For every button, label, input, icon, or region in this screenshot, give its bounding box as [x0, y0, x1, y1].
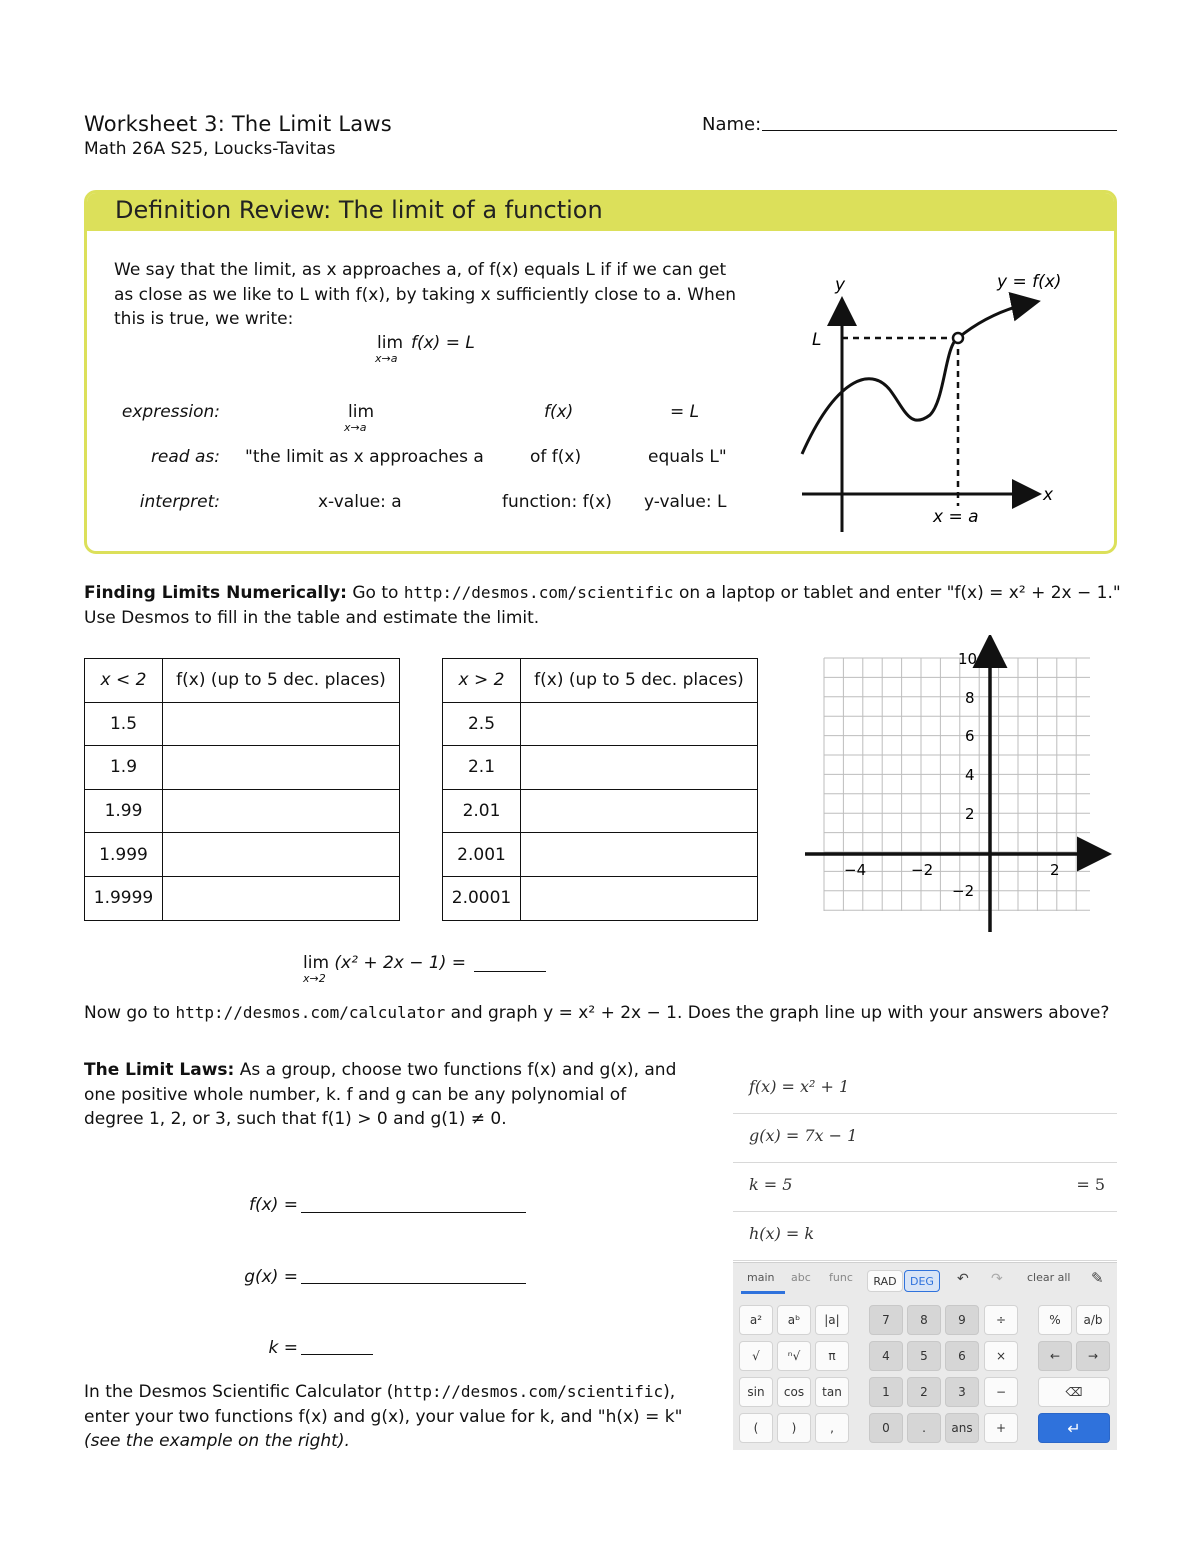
- expression-row[interactable]: [733, 1114, 1117, 1163]
- read-as-part-2: of f(x): [530, 447, 582, 467]
- keypad-key[interactable]: 4: [869, 1341, 903, 1371]
- deg-button[interactable]: DEG: [904, 1270, 940, 1292]
- expression-lim-sub: x→a: [344, 421, 367, 434]
- g-label: g(x) =: [244, 1267, 298, 1287]
- table-row: [85, 702, 400, 746]
- expression-text: h(x) = k: [749, 1224, 815, 1243]
- name-label: Name:: [702, 114, 762, 135]
- keypad-key[interactable]: ←: [1038, 1341, 1072, 1371]
- keypad-key[interactable]: 9: [945, 1305, 979, 1335]
- keypad-key[interactable]: →: [1076, 1341, 1110, 1371]
- expression-lim: lim: [348, 402, 375, 422]
- x-value-cell: 2.01: [443, 789, 521, 833]
- fx-answer-cell[interactable]: [163, 702, 400, 746]
- desmos-scientific-link[interactable]: http://desmos.com/scientific: [403, 583, 674, 602]
- fx-answer-cell[interactable]: [521, 702, 758, 746]
- keypad: [733, 1262, 1117, 1450]
- fx-answer-cell[interactable]: [163, 789, 400, 833]
- k-label: k =: [268, 1338, 298, 1358]
- rad-button[interactable]: RAD: [867, 1270, 903, 1292]
- keypad-key[interactable]: ,: [815, 1413, 849, 1443]
- numerical-line-2: Use Desmos to fill in the table and estimate the limit.: [84, 607, 540, 628]
- interpret-y-value: y-value: L: [644, 492, 727, 512]
- fx-answer-cell[interactable]: [163, 876, 400, 920]
- keypad-key[interactable]: 2: [907, 1377, 941, 1407]
- k-answer-field[interactable]: [301, 1354, 373, 1355]
- keypad-key[interactable]: 5: [907, 1341, 941, 1371]
- f-answer-field[interactable]: [301, 1212, 526, 1213]
- expression-row[interactable]: [733, 1065, 1117, 1114]
- settings-wrench-icon[interactable]: ✎: [1091, 1269, 1104, 1287]
- worksheet-title: Worksheet 3: The Limit Laws: [84, 112, 392, 136]
- expression-text: k = 5: [749, 1175, 793, 1194]
- fx-answer-cell[interactable]: [163, 833, 400, 877]
- limit-estimate-lim: lim: [303, 953, 330, 973]
- x-value-cell: 2.5: [443, 702, 521, 746]
- x-value-cell: 1.9: [85, 746, 163, 790]
- table-row: [443, 702, 758, 746]
- table-row: [443, 746, 758, 790]
- keypad-key[interactable]: cos: [777, 1377, 811, 1407]
- graph-L-label: L: [812, 330, 822, 350]
- limit-estimate-expression: [303, 953, 466, 973]
- grid-x-tick-label: 2: [1050, 861, 1060, 879]
- table-row: [85, 833, 400, 877]
- tab-abc[interactable]: abc: [791, 1271, 811, 1284]
- definition-box-header: [87, 193, 1114, 231]
- clear-all-button[interactable]: clear all: [1027, 1271, 1071, 1284]
- keypad-key[interactable]: %: [1038, 1305, 1072, 1335]
- table-row: [443, 833, 758, 877]
- expression-result: = 5: [1076, 1175, 1105, 1194]
- graph-xa-label: x = a: [933, 507, 979, 527]
- keypad-key[interactable]: 6: [945, 1341, 979, 1371]
- interpret-x-value: x-value: a: [318, 492, 402, 512]
- display-lim-sub: x→a: [375, 352, 398, 365]
- table-row: [443, 789, 758, 833]
- keypad-key[interactable]: a²: [739, 1305, 773, 1335]
- coordinate-grid[interactable]: [800, 635, 1115, 935]
- table-row: [85, 746, 400, 790]
- row-label-interpret: interpret:: [139, 492, 220, 512]
- desmos-calculator-link[interactable]: http://desmos.com/calculator: [175, 1003, 446, 1022]
- graph-instructions: [84, 1003, 1124, 1023]
- limit-laws-lead: The Limit Laws:: [84, 1060, 235, 1080]
- expression-row[interactable]: [733, 1212, 1117, 1261]
- keypad-key[interactable]: 3: [945, 1377, 979, 1407]
- keypad-key[interactable]: .: [907, 1413, 941, 1443]
- x-value-cell: 1.9999: [85, 876, 163, 920]
- keypad-key[interactable]: ÷: [984, 1305, 1018, 1335]
- tab-main[interactable]: main: [747, 1271, 775, 1284]
- read-as-part-1: "the limit as x approaches a: [245, 447, 484, 467]
- keypad-key[interactable]: 1: [869, 1377, 903, 1407]
- definition-box-title: Definition Review: The limit of a function: [115, 196, 603, 224]
- desmos-text-2: ),: [663, 1382, 676, 1402]
- expression-text: f(x) = x² + 1: [749, 1077, 850, 1096]
- grid-y-tick-label: 10: [958, 650, 978, 668]
- numerical-lead: Finding Limits Numerically:: [84, 583, 347, 603]
- keypad-key[interactable]: −: [984, 1377, 1018, 1407]
- limit-laws-text: As a group, choose two functions f(x) and g(x), and one positive whole number, k. f and g can be any polynomial of degree 1, 2, or 3, such that f(1) > 0 and g(1) ≠ 0.: [84, 1060, 677, 1129]
- interpret-function: function: f(x): [502, 492, 612, 512]
- keypad-key[interactable]: a/b: [1076, 1305, 1110, 1335]
- keypad-key[interactable]: ): [777, 1413, 811, 1443]
- x-value-cell: 1.5: [85, 702, 163, 746]
- display-lim: lim: [377, 333, 404, 353]
- graph-y-label: y: [835, 275, 846, 295]
- keypad-key[interactable]: sin: [739, 1377, 773, 1407]
- grid-y-tick-label: −2: [952, 882, 975, 900]
- g-answer-field[interactable]: [301, 1283, 526, 1284]
- course-subtitle: Math 26A S25, Loucks-Tavitas: [84, 139, 336, 159]
- x-value-cell: 1.99: [85, 789, 163, 833]
- limit-point: [953, 333, 963, 343]
- keypad-key[interactable]: (: [739, 1413, 773, 1443]
- graph-curve-label: y = f(x): [997, 272, 1062, 292]
- keypad-key[interactable]: √: [739, 1341, 773, 1371]
- desmos-instructions: [84, 1380, 704, 1454]
- grid-x-tick-label: −2: [911, 861, 934, 879]
- tab-main-indicator: [741, 1291, 785, 1294]
- keypad-key[interactable]: π: [815, 1341, 849, 1371]
- keypad-key[interactable]: ↵: [1038, 1413, 1110, 1443]
- read-as-part-3: equals L": [648, 447, 727, 467]
- graph-text-1: Now go to: [84, 1003, 171, 1023]
- redo-icon[interactable]: ↷: [991, 1271, 1003, 1287]
- grid-y-tick-label: 6: [965, 727, 975, 745]
- right-value-table: [442, 658, 758, 921]
- fx-answer-cell[interactable]: [163, 746, 400, 790]
- row-label-expression: expression:: [121, 402, 220, 422]
- left-value-table: [84, 658, 400, 921]
- grid-y-tick-label: 8: [965, 689, 975, 707]
- graph-x-label: x: [1043, 485, 1054, 505]
- fx-answer-cell[interactable]: [521, 746, 758, 790]
- numerical-text-1: Go to: [352, 583, 399, 603]
- expression-row[interactable]: [733, 1163, 1117, 1212]
- definition-line-3: this is true, we write:: [114, 309, 294, 329]
- numerical-instructions: [84, 581, 1124, 630]
- x-value-cell: 1.999: [85, 833, 163, 877]
- table-row: [443, 876, 758, 920]
- desmos-calculator-screenshot: [733, 1065, 1117, 1450]
- keypad-key[interactable]: tan: [815, 1377, 849, 1407]
- definition-line-1: We say that the limit, as x approaches a, of f(x) equals L if if we can get: [114, 260, 727, 280]
- keypad-key[interactable]: ⌫: [1038, 1377, 1110, 1407]
- desmos-text-1: In the Desmos Scientific Calculator (: [84, 1382, 394, 1402]
- table-header-row: [443, 659, 758, 703]
- expression-text: g(x) = 7x − 1: [749, 1126, 858, 1145]
- expression-fx: f(x): [544, 402, 574, 422]
- graph-text-2: and graph y = x² + 2x − 1. Does the graph line up with your answers above?: [450, 1003, 1110, 1023]
- keypad-key[interactable]: ×: [984, 1341, 1018, 1371]
- fx-answer-cell[interactable]: [521, 876, 758, 920]
- definition-paragraph: [114, 258, 754, 332]
- name-field[interactable]: [762, 130, 1117, 131]
- table-header-fx: f(x) (up to 5 dec. places): [521, 659, 758, 703]
- f-label: f(x) =: [249, 1195, 298, 1215]
- grid-y-tick-label: 2: [965, 805, 975, 823]
- table-header-x: x > 2: [443, 659, 521, 703]
- function-curve: [802, 302, 1035, 454]
- limit-definition-graph: [780, 270, 1100, 540]
- keypad-key[interactable]: 8: [907, 1305, 941, 1335]
- table-row: [85, 789, 400, 833]
- numerical-text-2: on a laptop or tablet and enter "f(x) = x² + 2x − 1.": [678, 583, 1121, 603]
- display-lim-rhs: f(x) = L: [411, 333, 475, 353]
- table-header-row: [85, 659, 400, 703]
- fx-answer-cell[interactable]: [521, 789, 758, 833]
- undo-icon[interactable]: ↶: [957, 1271, 969, 1287]
- keypad-key[interactable]: +: [984, 1413, 1018, 1443]
- fx-answer-cell[interactable]: [521, 833, 758, 877]
- x-value-cell: 2.0001: [443, 876, 521, 920]
- desmos-line-3: (see the example on the right).: [84, 1431, 350, 1451]
- grid-y-tick-label: 4: [965, 766, 975, 784]
- keypad-key[interactable]: |a|: [815, 1305, 849, 1335]
- desmos-line-2: enter your two functions f(x) and g(x), your value for k, and "h(x) = k": [84, 1406, 683, 1427]
- table-header-x: x < 2: [85, 659, 163, 703]
- keypad-key[interactable]: ans: [945, 1413, 979, 1443]
- keypad-key[interactable]: 0: [869, 1413, 903, 1443]
- x-value-cell: 2.001: [443, 833, 521, 877]
- limit-laws-paragraph: [84, 1058, 684, 1132]
- expression-eq-L: = L: [670, 402, 700, 422]
- limit-answer-field[interactable]: [474, 971, 546, 972]
- table-header-fx: f(x) (up to 5 dec. places): [163, 659, 400, 703]
- desmos-scientific-link-2[interactable]: http://desmos.com/scientific: [393, 1382, 664, 1401]
- table-row: [85, 876, 400, 920]
- limit-estimate-sub: x→2: [303, 972, 326, 985]
- definition-line-2: as close as we like to L with f(x), by taking x sufficiently close to a. When: [114, 284, 737, 305]
- keypad-key[interactable]: 7: [869, 1305, 903, 1335]
- grid-x-tick-label: −4: [844, 861, 867, 879]
- x-value-cell: 2.1: [443, 746, 521, 790]
- keypad-key[interactable]: aᵇ: [777, 1305, 811, 1335]
- limit-estimate-expr: (x² + 2x − 1) =: [334, 953, 467, 973]
- row-label-read-as: read as:: [150, 447, 220, 467]
- tab-func[interactable]: func: [829, 1271, 853, 1284]
- keypad-key[interactable]: ⁿ√: [777, 1341, 811, 1371]
